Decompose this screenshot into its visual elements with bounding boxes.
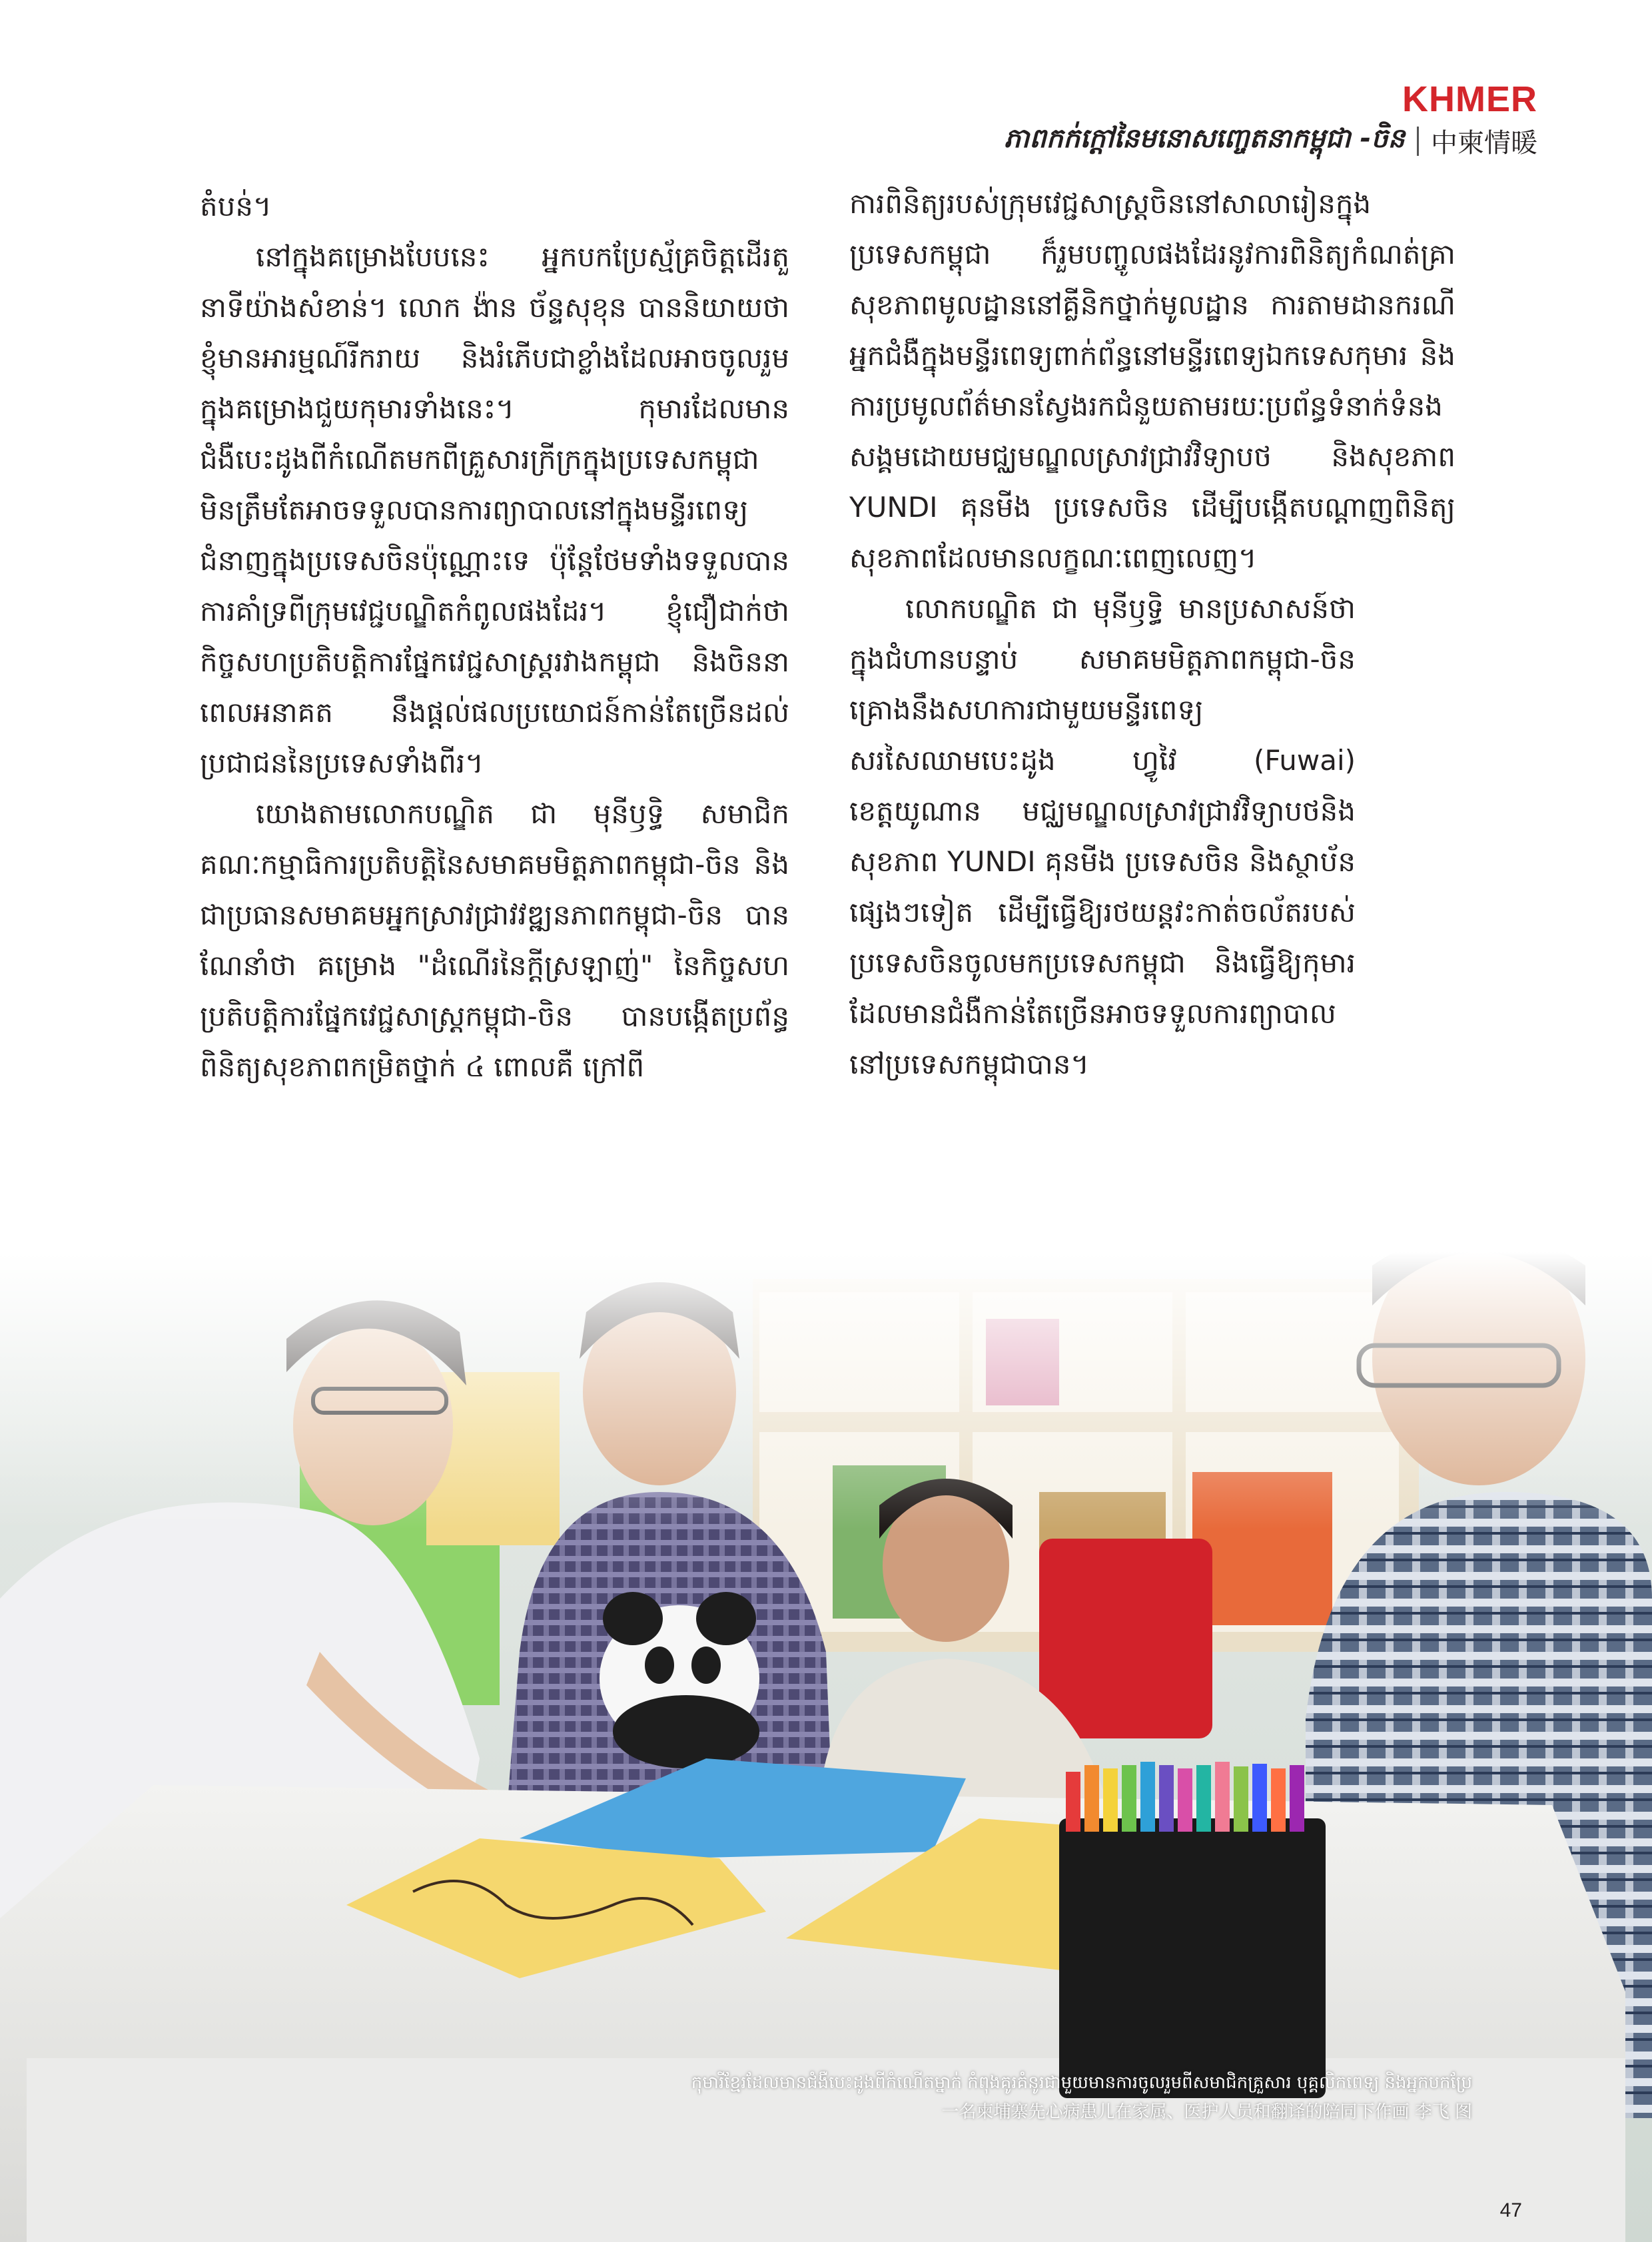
caption-chinese: 一名柬埔寨先心病患儿在家属、医护人员和翻译的陪同下作画 李飞 图 [941,2102,1472,2122]
column-title-khmer: ភាពកក់ក្ដៅនៃមនោសញ្ចេតនាកម្ពុជា -ចិន [1004,123,1405,154]
column-title-chinese: 中柬情暖 [1431,128,1537,159]
column-title [1004,121,1537,161]
caption-khmer: កុមារីខ្មែរដែលមានជំងឺបេះដូងពីកំណើតម្នាក់ កំពុងគូរគំនូរជាមួយមានការចូលរួមពីសមាជិកគ្រួសារ បុគ្គលិកពេទ្យ និងអ្នកបកប្រែ [691,2073,1472,2093]
photo-caption [691,2068,1472,2127]
section-language-label: KHMER [1402,79,1537,119]
paragraph: ការពិនិត្យរបស់ក្រុមវេជ្ជសាស្ត្រចិននៅសាលារៀនក្នុងប្រទេសកម្ពុជា ក៏រួមបញ្ចូលផងដែរនូវការពិនិត្យកំណត់គ្រាសុខភាពមូលដ្ឋាននៅគ្លីនិកថ្នាក់មូលដ្ឋាន ការតាមដានករណីអ្នកជំងឺក្នុងមន្ទីរពេទ្យពាក់ព័ន្ធនៅមន្ទីរពេទ្យឯកទេសកុមារ និងការប្រមូលព័ត៌មានស្វែងរកជំនួយតាមរយៈប្រព័ន្ធទំនាក់ទំនងសង្គមដោយមជ្ឈមណ្ឌលស្រាវជ្រាវវិទ្យាបថ និងសុខភាព YUNDI គុនមីង ប្រទេសចិន ដើម្បីបង្កើតបណ្ដាញពិនិត្យសុខភាពដែលមានលក្ខណៈពេញលេញ។ [849,187,1455,574]
paragraph: យោងតាមលោកបណ្ឌិត ជា មុនីឫទ្ធិ សមាជិកគណៈកម្មាធិការប្រតិបត្តិនៃសមាគមមិត្តភាពកម្ពុជា-ចិន និងជាប្រធានសមាគមអ្នកស្រាវជ្រាវវឌ្ឍនភាពកម្ពុជា-ចិន បានណែនាំថា គម្រោង "ដំណើរនៃក្ដីស្រឡាញ់" នៃកិច្ចសហប្រតិបត្តិការផ្នែកវេជ្ជសាស្ត្រកម្ពុជា-ចិន បានបង្កើតប្រព័ន្ធពិនិត្យសុខភាពកម្រិតថ្នាក់ ៤ ពោលគឺ ក្រៅពី [200,797,789,1083]
paragraph: តំបន់។ [200,190,272,222]
article-left-column [200,181,789,1092]
page-number: 47 [1499,2199,1522,2221]
paragraph: លោកបណ្ឌិត ជា មុនីឫទ្ធិ មានប្រសាសន៍ថា ក្នុងជំហានបន្ទាប់ សមាគមមិត្តភាពកម្ពុជា-ចិនគ្រោងនឹងសហការជាមួយមន្ទីរពេទ្យសរសៃឈាមបេះដូង ហ្វូវៃ (Fuwai) ខេត្តយូណាន មជ្ឈមណ្ឌលស្រាវជ្រាវវិទ្យាបថនិងសុខភាព YUNDI គុនមីង ប្រទេសចិន និងស្ថាប័នផ្សេងៗទៀត ដើម្បីធ្វើឱ្យរថយន្តវះកាត់ចល័តរបស់ប្រទេសចិនចូលមកប្រទេសកម្ពុជា និងធ្វើឱ្យកុមារដែលមានជំងឺកាន់តែច្រើនអាចទទួលការព្យាបាលនៅប្រទេសកម្ពុជាបាន។ [849,592,1356,1080]
title-divider [1417,127,1419,156]
paragraph: នៅក្នុងគម្រោងបែបនេះ អ្នកបកប្រែស្ម័គ្រចិត្តដើរតួនាទីយ៉ាងសំខាន់។ លោក ង៉ាន ច័ន្ទសុខុន បាននិយាយថា ខ្ញុំមានអារម្មណ៍រីករាយ និងរំភើបជាខ្លាំងដែលអាចចូលរួមក្នុងគម្រោងជួយកុមារទាំងនេះ។ កុមារដែលមានជំងឺបេះដូងពីកំណើតមកពីគ្រួសារក្រីក្រក្នុងប្រទេសកម្ពុជា មិនត្រឹមតែអាចទទួលបានការព្យាបាលនៅក្នុងមន្ទីរពេទ្យជំនាញក្នុងប្រទេសចិនប៉ុណ្ណោះទេ ប៉ុន្តែថែមទាំងទទួលបានការគាំទ្រពីក្រុមវេជ្ជបណ្ឌិតកំពូលផងដែរ។ ខ្ញុំជឿជាក់ថា កិច្ចសហប្រតិបត្តិការផ្នែកវេជ្ជសាស្ត្ររវាងកម្ពុជា និងចិននាពេលអនាគត នឹងផ្ដល់ផលប្រយោជន៍កាន់តែច្រើនដល់ប្រជាជននៃប្រទេសទាំងពីរ។ [200,240,789,779]
article-right-column [849,179,1455,1090]
